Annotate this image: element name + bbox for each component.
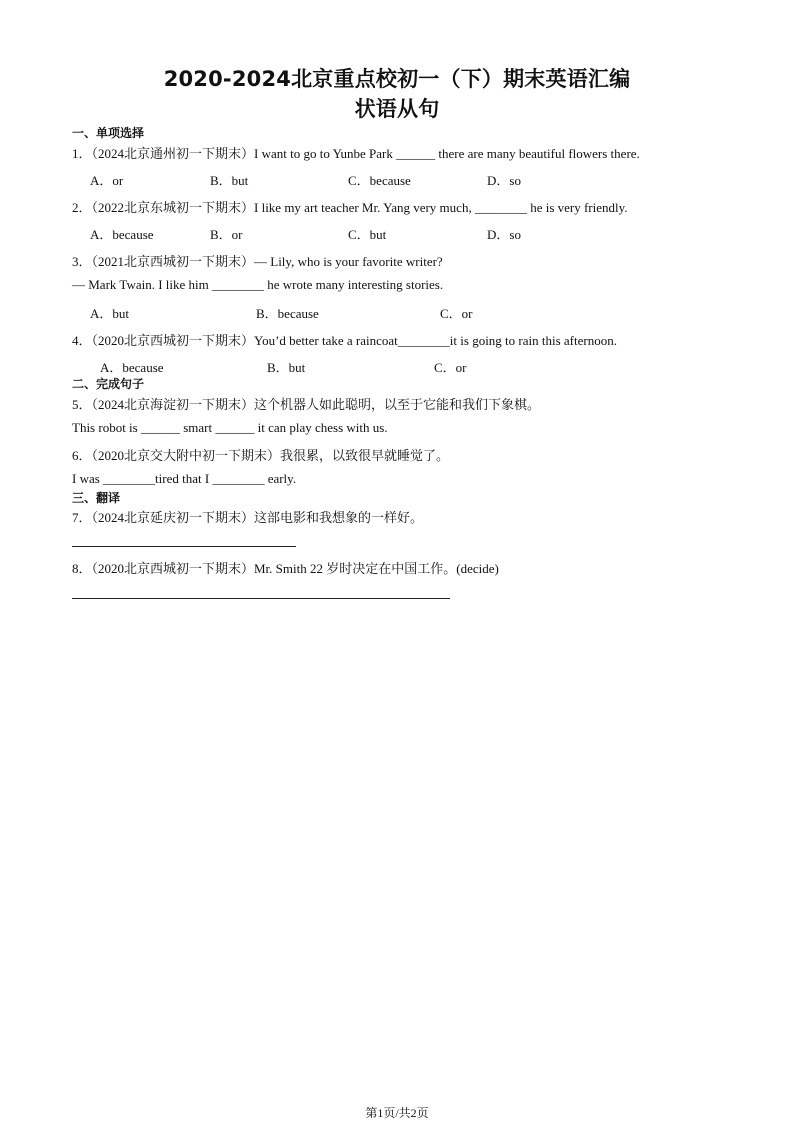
section-heading-single-choice: 一、单项选择 xyxy=(72,126,145,140)
q2-option-b[interactable]: B．or xyxy=(210,227,243,242)
question-3-text: 3．（2021北京西城初一下期末）— Lily, who is your favorite writer? xyxy=(72,254,443,269)
q2-option-c[interactable]: C．but xyxy=(348,227,387,242)
question-6-text-line2: I was ________tired that I ________ early. xyxy=(72,471,297,486)
q4-option-c[interactable]: C．or xyxy=(434,360,467,375)
section-heading-translation: 三、翻译 xyxy=(72,491,121,505)
question-5-text-line2: This robot is ______ smart ______ it can play chess with us. xyxy=(72,420,388,435)
q1-option-b[interactable]: B．but xyxy=(210,173,249,188)
document-title: 2020-2024北京重点校初一（下）期末英语汇编 xyxy=(163,67,631,91)
q1-option-c[interactable]: C．because xyxy=(348,173,411,188)
question-4-text: 4．（2020北京西城初一下期末）You’d better take a raincoat________it is going to rain this afternoon. xyxy=(72,333,617,348)
question-8-text: 8．（2020北京西城初一下期末）Mr. Smith 22 岁时决定在中国工作。(decide) xyxy=(72,561,499,576)
q3-option-a[interactable]: A．but xyxy=(90,306,130,321)
question-1-text: 1．（2024北京通州初一下期末）I want to go to Yunbe Park ______ there are many beautiful flowers there. xyxy=(72,146,640,161)
document-subtitle: 状语从句 xyxy=(354,97,440,121)
q7-answer-line[interactable] xyxy=(72,546,296,547)
question-6-text: 6．（2020北京交大附中初一下期末）我很累，以致很早就睡觉了。 xyxy=(72,448,450,463)
q3-option-b[interactable]: B．because xyxy=(256,306,319,321)
page-footer: 第1页/共2页 xyxy=(365,1106,429,1120)
q1-option-a[interactable]: A．or xyxy=(90,173,124,188)
question-3-text-line2: — Mark Twain. I like him ________ he wrote many interesting stories. xyxy=(72,277,444,292)
question-7-text: 7．（2024北京延庆初一下期末）这部电影和我想象的一样好。 xyxy=(72,510,424,525)
q2-option-d[interactable]: D．so xyxy=(487,227,521,242)
question-5-text: 5．（2024北京海淀初一下期末）这个机器人如此聪明，以至于它能和我们下象棋。 xyxy=(72,397,541,412)
question-2-text: 2．（2022北京东城初一下期末）I like my art teacher Mr. Yang very much, ________ he is very friendly. xyxy=(72,200,628,215)
q8-answer-line[interactable] xyxy=(72,598,450,599)
q4-option-b[interactable]: B．but xyxy=(267,360,306,375)
section-heading-complete-sentences: 二、完成句子 xyxy=(72,377,145,391)
q1-option-d[interactable]: D．so xyxy=(487,173,521,188)
q2-option-a[interactable]: A．because xyxy=(90,227,154,242)
q4-option-a[interactable]: A．because xyxy=(100,360,164,375)
q3-option-c[interactable]: C．or xyxy=(440,306,473,321)
